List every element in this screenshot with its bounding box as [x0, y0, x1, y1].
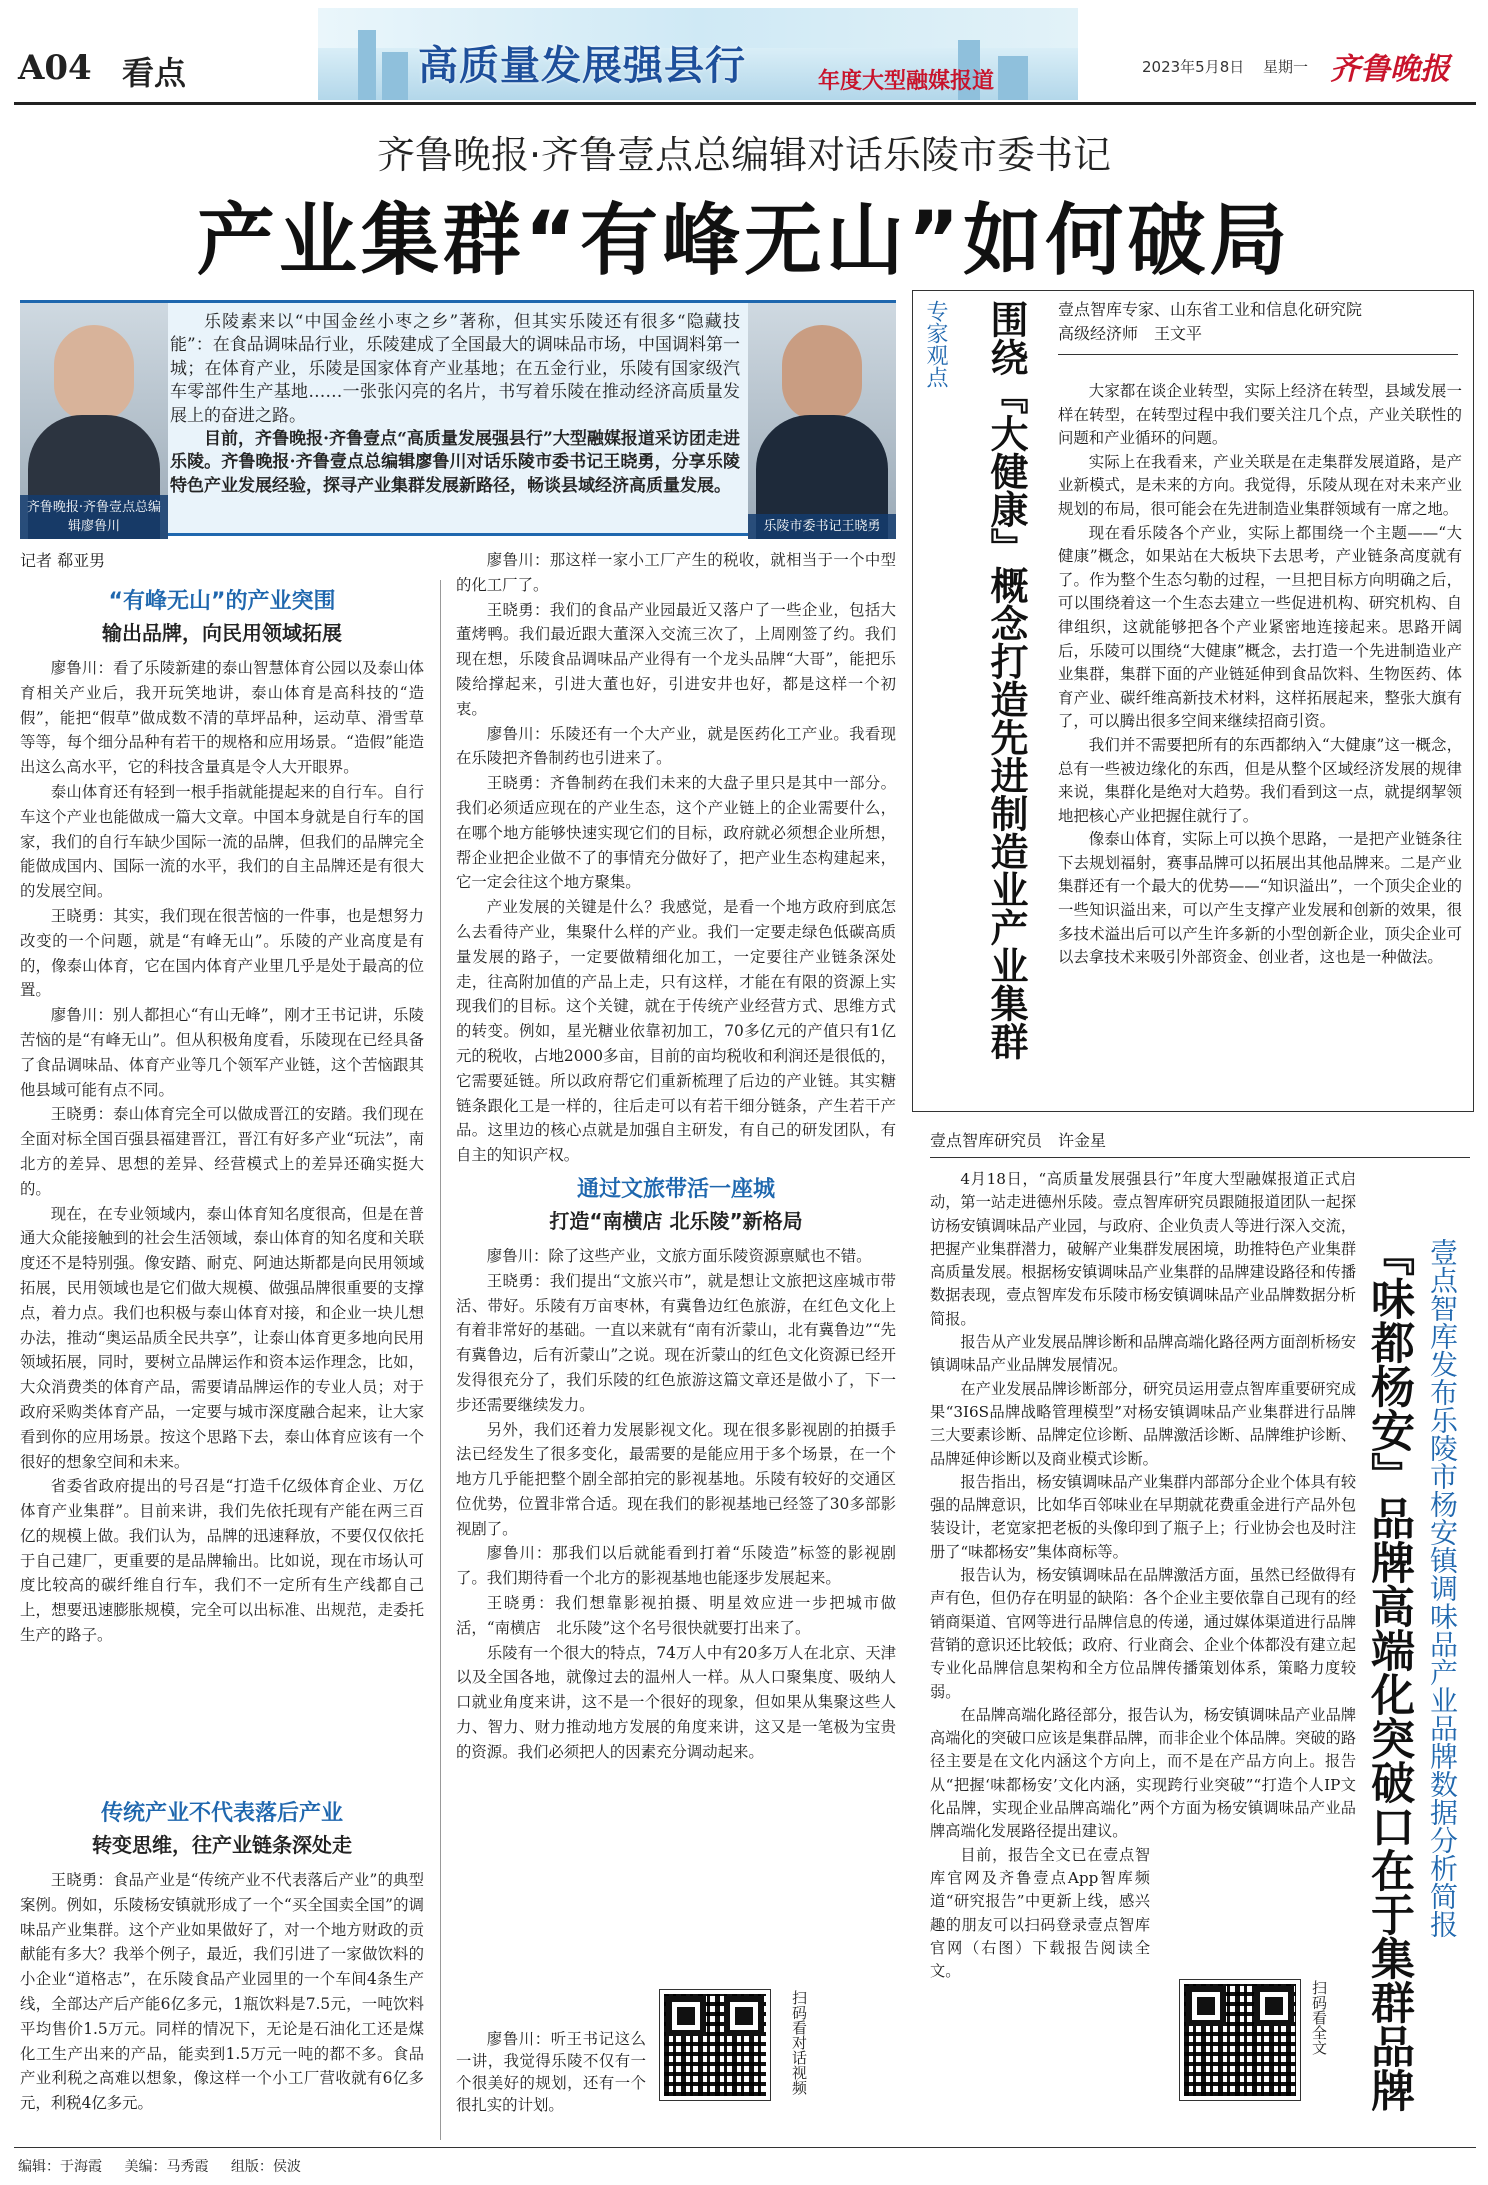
intro-text	[170, 311, 740, 498]
report-byline: 壹点智库研究员 许金星	[930, 1128, 1470, 1158]
footer-rule	[14, 2147, 1476, 2148]
paragraph: 廖鲁川：看了乐陵新建的泰山智慧体育公园以及泰山体育相关产业后，我开玩笑地讲，泰山体育是高科技的“造假”，能把“假草”做成数不清的草坪品种，运动草、滑雪草等等，每个细分品种有若干的规格和应用场景。“造假”能造出这么高水平，它的科技含量真是令人大开眼界。	[20, 659, 424, 777]
subheading-secondary: 打造“南横店 北乐陵”新格局	[549, 1208, 803, 1233]
skyline-tower	[998, 56, 1028, 100]
subheading: 通过文旅带活一座城	[576, 1176, 775, 1202]
paragraph: 在品牌高端化路径部分，报告认为，杨安镇调味品产业品牌高端化的突破口应该是集群品牌，而非企业个体品牌。突破的路径主要是在文化内涵这个方向上，而不是在产品方向上。报告从“把握‘味都杨安’文化内涵，实现跨行业突破”“打造个人IP文化品牌，实现企业品牌高端化”两个方面为杨安镇调味品产业品牌高端化发展路径提出建议。	[930, 1705, 1356, 1841]
photo-editor	[20, 303, 168, 539]
photo-caption-left: 齐鲁晚报·齐鲁壹点总编辑廖鲁川	[20, 495, 168, 539]
photo-secretary	[748, 303, 896, 539]
issue-date: 2023年5月8日	[1142, 58, 1245, 76]
paragraph: 像泰山体育，实际上可以换个思路，一是把产业链条往下去规划福射，赛事品牌可以拓展出其他品牌来。二是产业集群还有一个最大的优势——“知识溢出”，一个顶尖企业的一些知识溢出来，可以产生支撑产业发展和创新的效果，很多技术溢出后可以产生许多新的小型创新企业，顶尖企业可以去拿技术来吸引外部资金、创业者，这也是一种做法。	[1058, 830, 1462, 967]
article-kicker: 齐鲁晚报·齐鲁壹点总编辑对话乐陵市委书记	[376, 133, 1112, 177]
proof-credit: 组版：侯波	[230, 2159, 301, 2175]
paragraph: 乐陵有一个很大的特点，74万人中有20多万人在北京、天津以及全国各地，就像过去的温州人一样。从人口聚集度、吸纳人口就业角度来讲，这不是一个很好的现象，但如果从集聚这些人力、智力、财力推动地方发展的角度来讲，这又是一笔极为宝贵的资源。我们必须把人的因素充分调动起来。	[456, 1643, 896, 1761]
designer-credit: 美编：马秀霞	[124, 2159, 209, 2175]
paragraph: 王晓勇：我们的食品产业园最近又落户了一些企业，包括大董烤鸭。我们最近跟大董深入交流三次了，上周刚签了约。我们现在想，乐陵食品调味品产业得有一个龙头品牌“大哥”，能把乐陵给撑起来，引进大董也好，引进安井也好，都是这样一个初衷。	[456, 600, 896, 718]
expert-name: 高级经济师 王文平	[1058, 324, 1203, 343]
skyline-tower	[382, 52, 408, 100]
paragraph: 现在看乐陵各个产业，实际上都围绕一个主题——“大健康”概念，如果站在大板块下去思考，产业链条高度就有了。作为整个生态匀勒的过程，一旦把目标方向明确之后，可以围绕着这一个生态去建立一些促进机构、研究机构、自律组织，这就能够把各个产业紧密地连接起来。思路开阔后，乐陵可以围绕“大健康”概念，去打造一个先进制造业产业集群，集群下面的产业链延伸到食品饮料、生物医药、体育产业、碳纤维高新技术材料，这样拓展起来，整张大旗有了，可以腾出很多空间来继续招商引资。	[1058, 523, 1462, 731]
paragraph: 目前，报告全文已在壹点智库官网及齐鲁壹点App智库频道“研究报告”中更新上线，感兴趣的朋友可以扫码登录壹点智库官网（右图）下载报告阅读全文。	[930, 1845, 1150, 1981]
banner-subtitle: 年度大型融媒报道	[818, 69, 995, 94]
portrait-head	[782, 325, 862, 421]
article-column-2-tail	[456, 2028, 646, 2138]
qr-caption-report: 扫码看全文	[1310, 1980, 1328, 2055]
article-column-1-lower	[20, 1792, 424, 2140]
expert-byline	[1058, 298, 1458, 355]
paragraph: 廖鲁川：那这样一家小工厂产生的税收，就相当于一个中型的化工厂了。	[456, 551, 896, 594]
photo-caption-right: 乐陵市委书记王晓勇	[748, 514, 896, 539]
expert-label: 专家观点	[923, 300, 948, 388]
intro-box	[20, 300, 896, 536]
paragraph: 廖鲁川：听王书记这么一讲，我觉得乐陵不仅有一个很美好的规划，还有一个很扎实的计划。	[456, 2030, 646, 2114]
column-divider	[440, 580, 441, 2140]
issue-weekday: 星期一	[1263, 58, 1309, 76]
report-kicker: 壹点智库发布乐陵市杨安镇调味品产业品牌数据分析简报	[1426, 1238, 1459, 1938]
paragraph: 大家都在谈企业转型，实际上经济在转型，县域发展一样在转型，在转型过程中我们要关注几个点，产业关联性的问题和产业循环的问题。	[1058, 382, 1462, 448]
report-title: 『味都杨安』品牌高端化突破口在于集群品牌	[1363, 1232, 1414, 2112]
paragraph: 报告从产业发展品牌诊断和品牌高端化路径两方面剖析杨安镇调味品产业品牌发展情况。	[930, 1333, 1356, 1375]
paragraph: 王晓勇：我们提出“文旅兴市”，就是想让文旅把这座城市带活、带好。乐陵有万亩枣林，有冀鲁边红色旅游，在红色文化上有着非常好的基础。一直以来就有“南有沂蒙山，北有冀鲁边”“先有冀鲁边，后有沂蒙山”之说。现在沂蒙山的红色文化资源已经开发得很充分了，我们乐陵的红色旅游这篇文章还是做小了，下一步还需要继续发力。	[456, 1271, 896, 1414]
paragraph: 省委省政府提出的号召是“打造千亿级体育企业、万亿体育产业集群”。目前来讲，我们先依托现有产能在两三百亿的规模上做。我们认为，品牌的迅速释放，不要仅仅依托于自己建厂，更重要的是品牌输出。比如说，现在市场认可度比较高的碳纤维自行车，我们不一定所有生产线都自己上，想要迅速膨胀规模，完全可以出标准、出规范，走委托生产的路子。	[20, 1477, 424, 1645]
paragraph: 王晓勇：泰山体育完全可以做成晋江的安踏。我们现在全面对标全国百强县福建晋江，晋江有好多产业“玩法”，南北方的差异、思想的差异、经营模式上的差异还确实挺大的。	[20, 1105, 424, 1198]
expert-title: 围绕『大健康』概念打造先进制造业产业集群	[984, 300, 1028, 1060]
paragraph: 我们并不需要把所有的东西都纳入“大健康”这一概念，总有一些被边缘化的东西，但是从整个区域经济发展的规律来说，集群化是绝对大趋势。我们看到这一点，就提纲挈领地把核心产业把握住就行了。	[1058, 735, 1462, 825]
page-number: A04	[18, 48, 92, 88]
paragraph: 廖鲁川：除了这些产业，文旅方面乐陵资源禀赋也不错。	[486, 1246, 872, 1265]
expert-body	[1058, 380, 1462, 1106]
paragraph: 报告认为，杨安镇调味品在品牌激活方面，虽然已经做得有声有色，但仍存在明显的缺陷：各个企业主要依靠自己现有的经销商渠道、官网等进行品牌信息的传递，通过媒体渠道进行品牌营销的意识还比较低；政府、行业商会、企业个体都没有建立起专业化品牌信息架构和全方位品牌传播策划体系，策略力度较弱。	[930, 1566, 1356, 1701]
campaign-banner	[318, 8, 1078, 100]
subheading-secondary: 转变思维，往产业链条深处走	[92, 1833, 352, 1857]
reporter-byline: 记者 郗亚男	[20, 551, 106, 570]
skyline-tower	[358, 30, 376, 100]
page-header	[0, 0, 1488, 110]
header-rule	[14, 102, 1476, 105]
qr-code-report[interactable]	[1180, 1980, 1300, 2100]
subheading: 传统产业不代表落后产业	[100, 1801, 343, 1826]
paragraph: 实际上在我看来，产业关联是在走集群发展道路，是产业新模式，是未来的方向。我觉得，乐陵从现在对未来产业规划的布局，很可能会在先进制造业集群领域有一席之地。	[1058, 452, 1462, 518]
paper-logo: 齐鲁晚报	[1330, 52, 1450, 87]
section-name: 看点	[122, 54, 187, 92]
portrait-head	[54, 325, 134, 421]
paragraph: 廖鲁川：别人都担心“有山无峰”，刚才王书记讲，乐陵苦恼的是“有峰无山”。但从积极角度看，乐陵现在已经具备了食品调味品、体育产业等几个领军产业链，这个苦恼跟其他县域可能有点不同。	[20, 1006, 424, 1099]
qr-caption-video: 扫码看对话视频	[790, 1990, 808, 2095]
paragraph: 王晓勇：齐鲁制药在我们未来的大盘子里只是其中一部分。我们必须适应现在的产业生态，这个产业链上的企业需要什么，在哪个地方能够快速实现它们的目标，政府就必须想企业所想，帮企业把企业做不了的事情充分做好了，把产业生态构建起来，它一定会往这个地方聚集。	[456, 774, 896, 892]
intro-paragraph: 目前，齐鲁晚报·齐鲁壹点“高质量发展强县行”大型融媒报道采访团走进乐陵。齐鲁晚报·齐鲁壹点总编辑廖鲁川对话乐陵市委书记王晓勇，分享乐陵特色产业发展经验，探寻产业集群发展新路径，畅谈县域经济高质量发展。	[170, 429, 740, 496]
page-footer	[18, 2156, 319, 2176]
paragraph: 现在，在专业领域内，泰山体育知名度很高，但是在普通大众能接触到的社会生活领域，泰山体育的知名度和关联度还不是特别强。像安踏、耐克、阿迪达斯都是向民用领域拓展，民用领域也是它们做大规模、做强品牌很重要的支撑点，着力点。我们也积极与泰山体育对接，和企业一块儿想办法，推动“奥运品质全民共享”，让泰山体育更多地向民用领域拓展，同时，要树立品牌运作和资本运作理念，比如，大众消费类的体育产品，需要请品牌运作的专业人员；对于政府采购类体育产品，一定要与城市深度融合起来，让大家看到你的应用场景。按这个思路下去，泰山体育应该有一个很好的想象空间和未来。	[20, 1204, 424, 1471]
subheading: “有峰无山”的产业突围	[108, 589, 336, 614]
paragraph: 廖鲁川：那我们以后就能看到打着“乐陵造”标签的影视剧了。我们期待看一个北方的影视基地也能逐步发展起来。	[456, 1544, 896, 1588]
article-column-2	[456, 548, 896, 2028]
paragraph: 产业发展的关键是什么？我感觉，是看一个地方政府到底怎么去看待产业，集聚什么样的产业。我们一定要走绿色低碳高质量发展的路子，一定要做精细化加工，一定要往产业链条深处走，往高附加值的产品上走，只有这样，才能在有限的资源上实现我们的目标。这个关键，就在于传统产业经营方式、思维方式的转变。例如，星光糖业依靠初加工，70多亿元的产值只有1亿元的税收，占地2000多亩，目前的亩均税收和利润还是很低的，它需要延链。所以政府帮它们重新梳理了后边的产业链。其实糖链条跟化工是一样的，往后走可以有若干细分链条，产生若干产品。这里边的核心点就是加强自主研发，有自己的研发团队，有自主的知识产权。	[456, 898, 896, 1165]
banner-title: 高质量发展强县行	[418, 43, 746, 89]
paragraph: 王晓勇：其实，我们现在很苦恼的一件事，也是想努力改变的一个问题，就是“有峰无山”。乐陵的产业高度是有的，像泰山体育，它在国内体育产业里几乎是处于最高的位置。	[20, 906, 424, 1000]
paragraph: 泰山体育还有轻到一根手指就能提起来的自行车。自行车这个产业也能做成一篇大文章。中国本身就是自行车的国家，我们的自行车缺少国际一流的品牌，但我们的品牌完全能做成国内、国际一流的水平，我们的自主品牌还是有很大的发展空间。	[20, 782, 424, 901]
paragraph: 廖鲁川：乐陵还有一个大产业，就是医药化工产业。我看现在乐陵把齐鲁制药也引进来了。	[456, 724, 896, 768]
qr-code-video[interactable]	[660, 1990, 770, 2100]
article-column-1	[20, 580, 424, 1792]
paragraph: 王晓勇：我们想靠影视拍摄、明星效应进一步把城市做活，“南横店 北乐陵”这个名号很快就要打出来了。	[456, 1594, 896, 1637]
paragraph: 4月18日，“高质量发展强县行”年度大型融媒报道正式启动，第一站走进德州乐陵。壹点智库研究员跟随报道团队一起探访杨安镇调味品产业园，与政府、企业负责人等进行深入交流，把握产业集群潜力，破解产业集群发展困境，助推特色产业集群高质量发展。根据杨安镇调味品产业集群的品牌建设路径和传播数据表现，壹点智库发布乐陵市杨安镇调味品产业品牌数据分析简报。	[930, 1170, 1356, 1328]
subheading-secondary: 输出品牌，向民用领域拓展	[102, 621, 342, 645]
intro-paragraph: 乐陵素来以“中国金丝小枣之乡”著称，但其实乐陵还有很多“隐藏技能”：在食品调味品行业，乐陵建成了全国最大的调味品市场，中国调料第一城；在体育产业，乐陵是国家体育产业基地；在五金行业，乐陵有国家级汽车零部件生产基地……一张张闪亮的名片，书写着乐陵在推动经济高质量发展上的奋进之路。	[170, 312, 740, 426]
paragraph: 另外，我们还着力发展影视文化。现在很多影视剧的拍摄手法已经发生了很多变化，最需要的是能应用于多个场景，在一个地方几乎能把整个剧全部拍完的影视基地。乐陵有较好的交通区位优势，位置非常合适。现在我们的影视基地已经签了30多部影视剧了。	[456, 1420, 896, 1538]
expert-org: 壹点智库专家、山东省工业和信息化研究院	[1058, 300, 1363, 319]
paragraph: 报告指出，杨安镇调味品产业集群内部部分企业个体具有较强的品牌意识，比如华百邻味业在早期就花费重金进行产品外包装设计，老宽家把老板的头像印到了瓶子上；行业协会也及时注册了“味都杨安”集体商标等。	[930, 1472, 1356, 1561]
paragraph: 在产业发展品牌诊断部分，研究员运用壹点智库重要研究成果“3I6S品牌战略管理模型”对杨安镇调味品产业集群进行品牌三大要素诊断、品牌定位诊断、品牌激活诊断、品牌维护诊断、品牌延伸诊断以及商业模式诊断。	[930, 1379, 1356, 1468]
editor-credit: 编辑：于海霞	[18, 2159, 102, 2175]
article-headline: 产业集群“有峰无山”如何破局	[196, 196, 1292, 286]
paragraph: 王晓勇：食品产业是“传统产业不代表落后产业”的典型案例。例如，乐陵杨安镇就形成了一个“买全国卖全国”的调味品产业集群。这个产业如果做好了，对一个地方财政的贡献能有多大？我举个例子，最近，我们引进了一家做饮料的小企业“道格志”，在乐陵食品产业园里的一个车间4条生产线，全部达产后产能6亿多元，1瓶饮料是7.5元，一吨饮料平均售价1.5万元。同样的情况下，无论是石油化工还是煤化工生产出来的产品，能卖到1.5万元一吨的都不多。食品产业利税之高难以想象，像这样一个小工厂营收就有6亿多元，利税4亿多元。	[20, 1871, 424, 2113]
